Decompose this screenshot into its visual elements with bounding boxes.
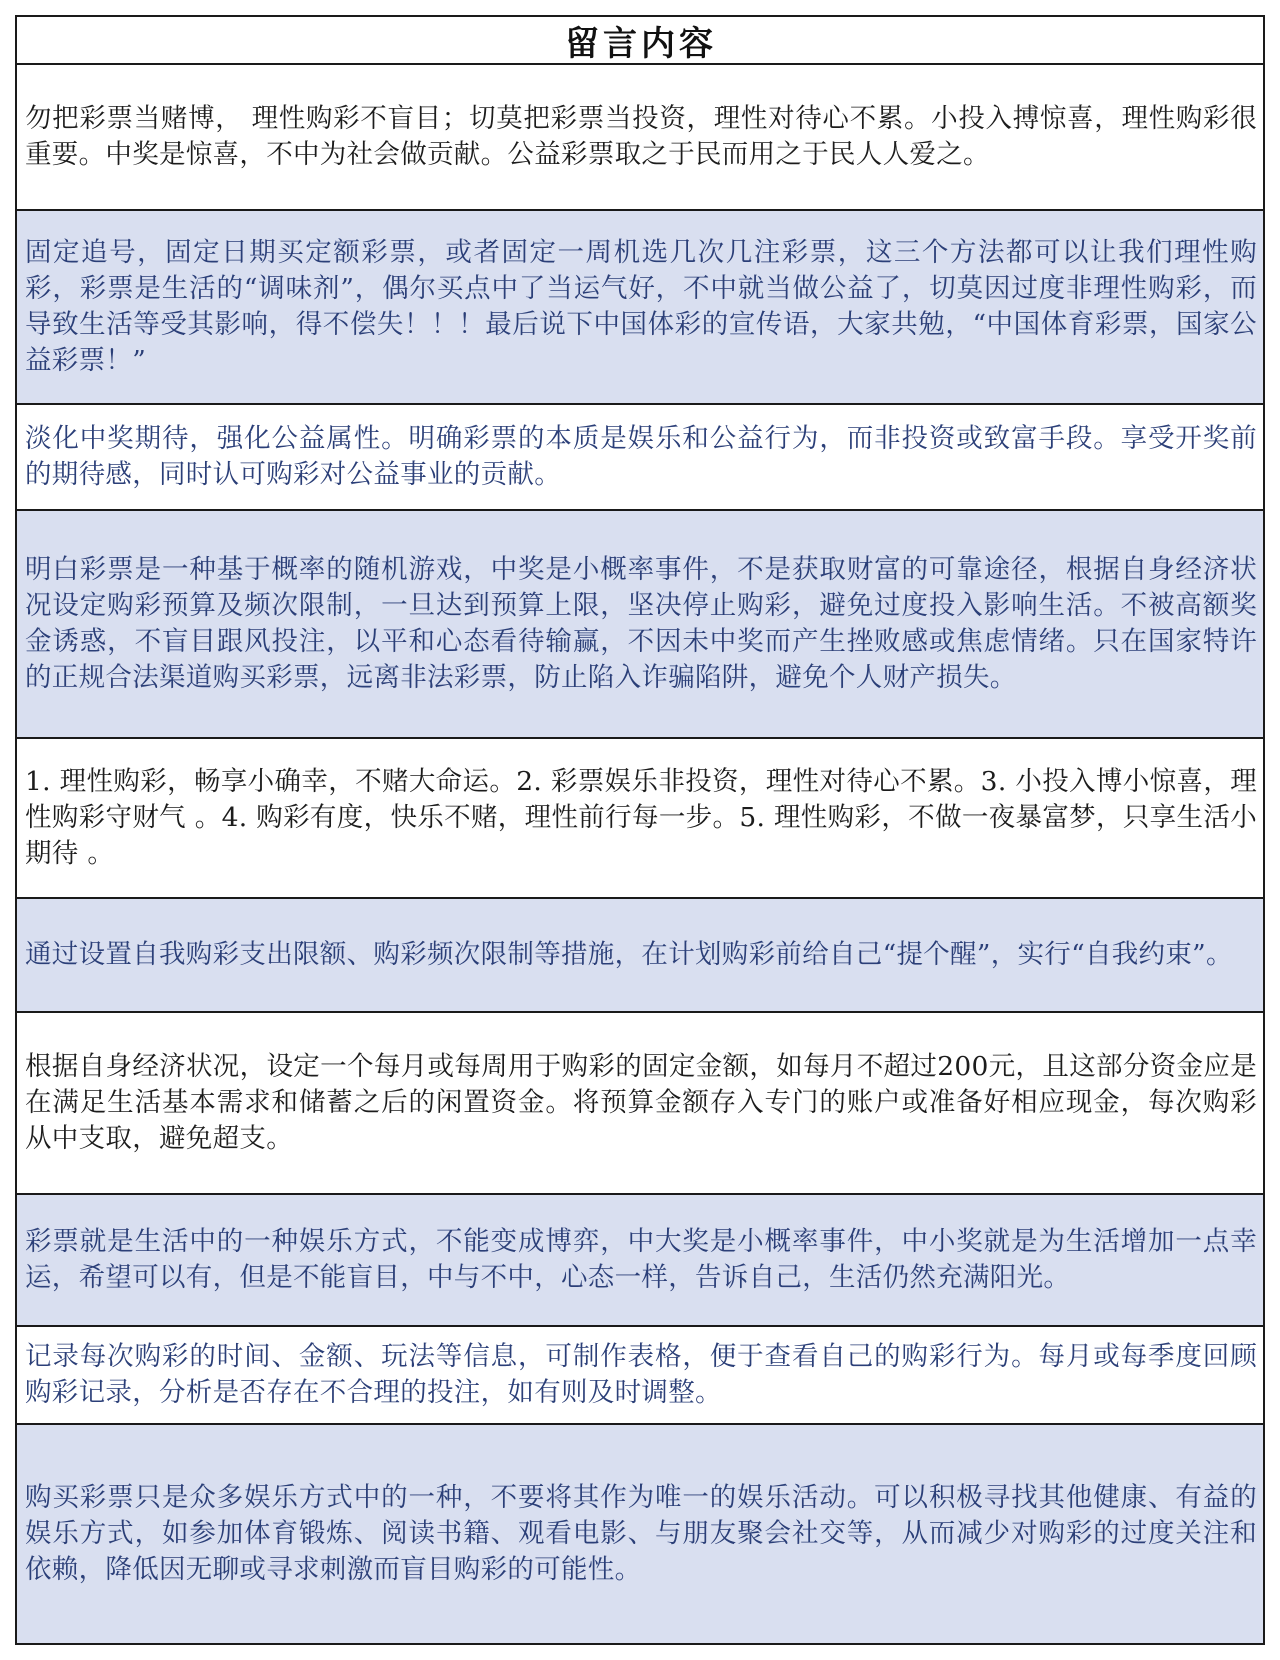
message-row-8: [17, 1195, 1263, 1327]
message-row-9: [17, 1327, 1263, 1425]
message-text: 1. 理性购彩，畅享小确幸，不赌大命运。2. 彩票娱乐非投资，理性对待心不累。3. 小投入博小惊喜，理性购彩守财气 。4. 购彩有度，快乐不赌，理性前行每一步。5. 理性购彩，不做一夜暴富梦，只享生活小期待 。: [25, 766, 1257, 869]
message-row-6: [17, 899, 1263, 1013]
message-text: 固定追号，固定日期买定额彩票，或者固定一周机选几次几注彩票，这三个方法都可以让我们理性购彩，彩票是生活的“调味剂”，偶尔买点中了当运气好，不中就当做公益了，切莫因过度非理性购彩，而导致生活等受其影响，得不偿失！！！最后说下中国体彩的宣传语，大家共勉，“中国体育彩票，国家公益彩票！”: [25, 237, 1257, 376]
message-text: 记录每次购彩的时间、金额、玩法等信息，可制作表格，便于查看自己的购彩行为。每月或每季度回顾购彩记录，分析是否存在不合理的投注，如有则及时调整。: [25, 1341, 1257, 1408]
message-text: 购买彩票只是众多娱乐方式中的一种，不要将其作为唯一的娱乐活动。可以积极寻找其他健康、有益的娱乐方式，如参加体育锻炼、阅读书籍、观看电影、与朋友聚会社交等，从而减少对购彩的过度关注和依赖，降低因无聊或寻求刺激而盲目购彩的可能性。: [25, 1482, 1257, 1585]
table-title: 留言内容: [565, 23, 717, 64]
message-text: 淡化中奖期待，强化公益属性。明确彩票的本质是娱乐和公益行为，而非投资或致富手段。享受开奖前的期待感，同时认可购彩对公益事业的贡献。: [25, 423, 1257, 490]
message-row-4: [17, 511, 1263, 739]
message-row-2: [17, 211, 1263, 405]
message-text: 明白彩票是一种基于概率的随机游戏，中奖是小概率事件，不是获取财富的可靠途径，根据自身经济状况设定购彩预算及频次限制，一旦达到预算上限，坚决停止购彩，避免过度投入影响生活。不被高额奖金诱惑，不盲目跟风投注，以平和心态看待输赢，不因未中奖而产生挫败感或焦虑情绪。只在国家特许的正规合法渠道购买彩票，远离非法彩票，防止陷入诈骗陷阱，避免个人财产损失。: [25, 554, 1257, 693]
message-text: 彩票就是生活中的一种娱乐方式，不能变成博弈，中大奖是小概率事件，中小奖就是为生活增加一点幸运，希望可以有，但是不能盲目，中与不中，心态一样，告诉自己，生活仍然充满阳光。: [25, 1226, 1257, 1293]
message-row-5: [17, 739, 1263, 899]
message-table: [15, 15, 1265, 1645]
message-text: 勿把彩票当赌博， 理性购彩不盲目；切莫把彩票当投资，理性对待心不累。小投入搏惊喜，理性购彩很重要。中奖是惊喜，不中为社会做贡献。公益彩票取之于民而用之于民人人爱之。: [25, 103, 1257, 170]
message-row-3: [17, 405, 1263, 511]
table-header: [17, 17, 1263, 65]
message-row-7: [17, 1013, 1263, 1195]
message-text: 根据自身经济状况，设定一个每月或每周用于购彩的固定金额，如每月不超过200元，且这部分资金应是在满足生活基本需求和储蓄之后的闲置资金。将预算金额存入专门的账户或准备好相应现金，每次购彩从中支取，避免超支。: [25, 1051, 1257, 1154]
message-row-1: [17, 65, 1263, 211]
message-text: 通过设置自我购彩支出限额、购彩频次限制等措施，在计划购彩前给自己“提个醒”，实行“自我约束”。: [25, 939, 1233, 970]
message-row-10: [17, 1425, 1263, 1643]
